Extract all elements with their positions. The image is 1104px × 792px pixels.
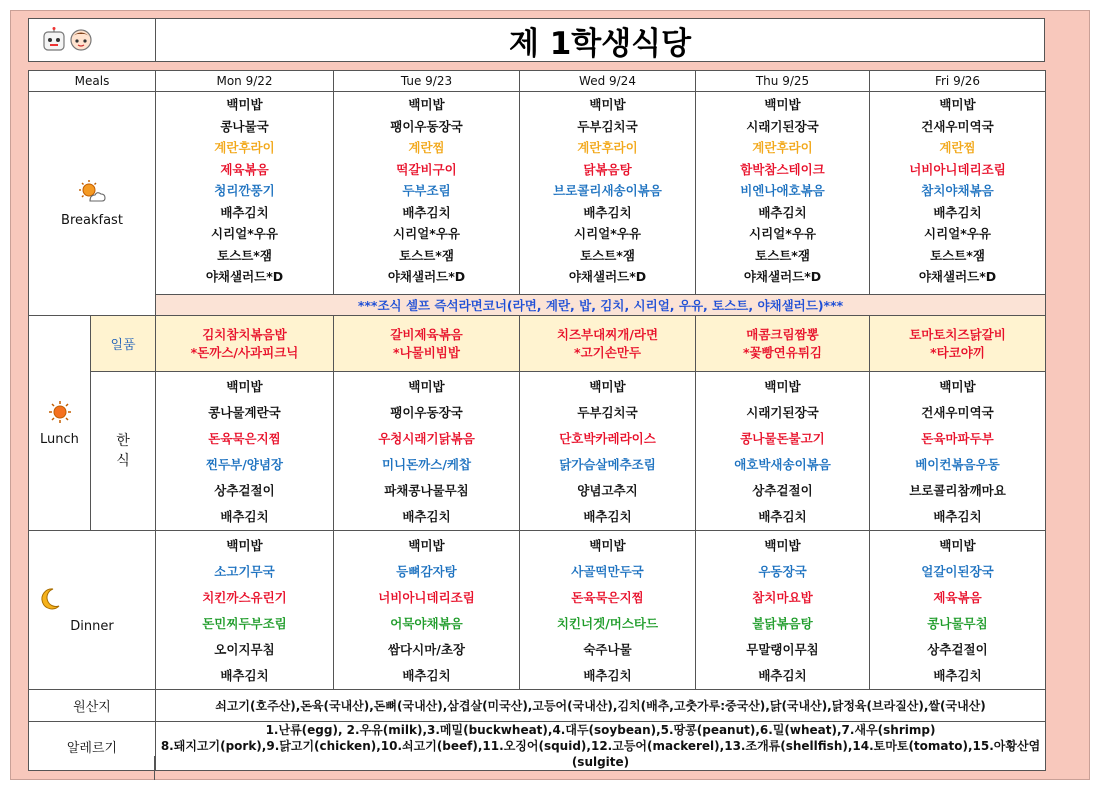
allergy-line-1: 1.난류(egg), 2.우유(milk),3.메밀(buckwheat),4.대두(soybean),5.땅콩(peanut),6.밀(wheat),7.새우(shrimp): [265, 723, 936, 737]
menu-item: 배추김치: [583, 204, 632, 220]
special-main: 치즈부대찌개/라면: [556, 326, 659, 342]
menu-item: 백미밥: [939, 379, 976, 394]
menu-item: 계란찜: [408, 140, 445, 155]
menu-item: 백미밥: [764, 97, 801, 112]
special-main: 김치참치볶음밥: [202, 326, 287, 342]
menu-item: 야채샐러드*D: [568, 269, 647, 284]
special-label: 일품: [91, 316, 156, 372]
menu-item: 배추김치: [220, 668, 269, 683]
lunch-cell: [156, 372, 334, 531]
breakfast-cell: [520, 92, 696, 295]
menu-item: 계란후라이: [577, 140, 638, 155]
crescent-moon-icon: [39, 587, 61, 611]
menu-item: 토스트*잼: [930, 247, 985, 263]
lunch-cell: [334, 372, 520, 531]
special-side: *고기손만두: [574, 344, 641, 360]
korean-meal-label: [91, 372, 156, 531]
menu-item: 너비아니데리조림: [909, 161, 1006, 177]
page-title: 제 1학생식당: [508, 25, 692, 62]
menu-item: 미니돈까스/케찹: [381, 457, 472, 472]
menu-item: 배추김치: [758, 204, 807, 220]
breakfast-cell: [870, 92, 1046, 295]
sun-icon: [48, 400, 72, 424]
dinner-cell: [334, 531, 520, 690]
menu-item: 돈육묵은지찜: [571, 590, 644, 605]
menu-item: 함박참스테이크: [740, 161, 825, 177]
menu-item: 얼갈이된장국: [921, 564, 994, 579]
menu-item: 양념고추지: [577, 483, 638, 498]
menu-item: 두부조림: [402, 183, 451, 198]
menu-item: 야채샐러드*D: [918, 269, 997, 284]
menu-item: 백미밥: [589, 379, 626, 394]
menu-item: 참치야채볶음: [921, 183, 994, 198]
menu-item: 백미밥: [589, 97, 626, 112]
menu-item: 콩나물계란국: [208, 405, 281, 420]
menu-item: 치킨까스유린기: [202, 590, 287, 605]
menu-item: 백미밥: [764, 538, 801, 553]
menu-item: 소고기무국: [214, 564, 275, 579]
menu-item: 두부김치국: [577, 405, 638, 420]
menu-item: 청리깐풍기: [214, 183, 275, 198]
menu-item: 우청시래기닭볶음: [378, 431, 475, 446]
menu-item: 콩나물돈불고기: [740, 431, 825, 446]
allergy-label: 알레르기: [29, 722, 156, 771]
menu-item: 건새우미역국: [921, 405, 994, 420]
menu-item: 계란후라이: [214, 140, 275, 155]
origin-text: 쇠고기(호주산),돈육(국내산),돈뼈(국내산),삼겹살(미국산),고등어(국내산),김치(배추,고춧가루:중국산),닭(국내산),닭정육(브라질산),쌀(국내산): [156, 690, 1046, 722]
menu-item: 치킨너겟/머스타드: [556, 616, 659, 631]
day-header: Mon 9/22: [156, 71, 334, 92]
menu-item: 시리얼*우유: [211, 226, 278, 241]
menu-item: 상추겉절이: [927, 642, 988, 657]
menu-item: 배추김치: [402, 668, 451, 683]
menu-item: 배추김치: [220, 204, 269, 220]
logo: [29, 19, 156, 61]
menu-item: 불닭볶음탕: [752, 616, 813, 631]
special-cell: [696, 316, 870, 372]
sun-cloud-icon: [78, 179, 106, 205]
footer-strip: [28, 756, 155, 780]
menu-item: 애호박새송이볶음: [734, 457, 831, 472]
menu-item: 브로콜리참깨마요: [909, 483, 1006, 498]
menu-item: 계란찜: [939, 140, 976, 155]
dinner-cell: [696, 531, 870, 690]
special-side: *나물비빔밥: [393, 344, 460, 360]
menu-item: 배추김치: [933, 204, 982, 220]
korean-label-char: 식: [116, 453, 130, 469]
menu-item: 사골떡만두국: [571, 564, 644, 579]
menu-item: 참치마요밥: [752, 590, 813, 605]
menu-item: 떡갈비구이: [396, 161, 457, 177]
menu-item: 베이컨볶음우동: [915, 457, 1000, 472]
special-main: 갈비제육볶음: [390, 326, 463, 342]
menu-item: 배추김치: [933, 509, 982, 524]
menu-item: 토스트*잼: [217, 247, 272, 263]
menu-item: 시리얼*우유: [924, 226, 991, 241]
breakfast-cell: [156, 92, 334, 295]
dinner-cell: [156, 531, 334, 690]
menu-item: 야채샐러드*D: [387, 269, 466, 284]
allergy-line-2: 8.돼지고기(pork),9.닭고기(chicken),10.쇠고기(beef),11.오징어(squid),12.고등어(mackerel),13.조개류(shellfish),14.토마토(tomato),15.아황산염(sulgite): [160, 739, 1041, 769]
day-header: Fri 9/26: [870, 71, 1046, 92]
menu-item: 토스트*잼: [399, 247, 454, 263]
special-main: 매콤크림짬뽕: [746, 326, 819, 342]
meals-header: Meals: [29, 71, 156, 92]
menu-item: 숙주나물: [583, 642, 632, 657]
menu-item: 단호박카레라이스: [559, 431, 656, 446]
lunch-cell: [870, 372, 1046, 531]
menu-item: 배추김치: [583, 668, 632, 683]
menu-item: 팽이우동장국: [390, 118, 463, 134]
menu-item: 배추김치: [583, 509, 632, 524]
menu-item: 돈육묵은지찜: [208, 431, 281, 446]
lunch-cell: [696, 372, 870, 531]
breakfast-cell: [334, 92, 520, 295]
special-cell: [870, 316, 1046, 372]
menu-item: 배추김치: [758, 668, 807, 683]
menu-item: 등뼈감자탕: [396, 564, 457, 579]
dinner-cell: [520, 531, 696, 690]
menu-item: 찐두부/양념장: [205, 457, 284, 472]
menu-item: 백미밥: [939, 538, 976, 553]
menu-item: 계란후라이: [752, 140, 813, 155]
menu-item: 상추겉절이: [214, 483, 275, 498]
day-header: Tue 9/23: [334, 71, 520, 92]
day-header: Wed 9/24: [520, 71, 696, 92]
menu-item: 백미밥: [589, 538, 626, 553]
menu-item: 배추김치: [402, 509, 451, 524]
menu-item: 배추김치: [402, 204, 451, 220]
special-cell: [334, 316, 520, 372]
menu-item: 토스트*잼: [580, 247, 635, 263]
menu-item: 백미밥: [939, 97, 976, 112]
allergy-text: [156, 722, 1046, 771]
menu-item: 브로콜리새송이볶음: [553, 183, 662, 198]
menu-item: 파채콩나물무침: [384, 483, 469, 498]
special-side: *타코야끼: [930, 344, 985, 360]
menu-item: 오이지무침: [214, 642, 275, 657]
menu-item: 제육볶음: [933, 590, 982, 605]
menu-item: 돈민찌두부조림: [202, 616, 287, 631]
menu-item: 콩나물무침: [927, 616, 988, 631]
special-side: *꽃빵연유튀김: [743, 344, 822, 360]
menu-item: 백미밥: [226, 379, 263, 394]
menu-item: 두부김치국: [577, 118, 638, 134]
header: [28, 18, 1045, 62]
menu-item: 토스트*잼: [755, 247, 810, 263]
dinner-cell: [870, 531, 1046, 690]
menu-item: 시래기된장국: [746, 118, 819, 134]
breakfast-cell: [696, 92, 870, 295]
menu-item: 시리얼*우유: [393, 226, 460, 241]
menu-item: 배추김치: [933, 668, 982, 683]
special-main: 토마토치즈닭갈비: [909, 326, 1006, 342]
menu-item: 백미밥: [408, 538, 445, 553]
menu-item: 백미밥: [226, 97, 263, 112]
menu-item: 무말랭이무침: [746, 642, 819, 657]
special-side: *돈까스/사과피크닉: [190, 344, 299, 360]
menu-item: 우동장국: [758, 564, 807, 579]
breakfast-notice: ***조식 셀프 즉석라면코너(라면, 계란, 밥, 김치, 시리얼, 우유, 토스트, 야채샐러드)***: [156, 295, 1046, 316]
menu-item: 어묵야채볶음: [390, 616, 463, 631]
menu-item: 상추겉절이: [752, 483, 813, 498]
menu-item: 콩나물국: [220, 118, 269, 134]
menu-item: 시래기된장국: [746, 405, 819, 420]
menu-item: 배추김치: [220, 509, 269, 524]
menu-item: 백미밥: [408, 379, 445, 394]
breakfast-label-text: Breakfast: [61, 213, 123, 228]
menu-item: 제육볶음: [220, 161, 269, 177]
menu-item: 배추김치: [758, 509, 807, 524]
menu-item: 백미밥: [764, 379, 801, 394]
menu-item: 시리얼*우유: [749, 226, 816, 241]
dinner-label: [29, 531, 156, 690]
lunch-label-text: Lunch: [40, 431, 79, 447]
breakfast-label: [29, 92, 156, 316]
lunch-label: [29, 316, 91, 531]
korean-label-char: 한: [116, 433, 130, 449]
menu-item: 쌈다시마/초장: [387, 642, 466, 657]
menu-item: 닭가슴살메추조림: [559, 457, 656, 472]
origin-label: 원산지: [29, 690, 156, 722]
menu-item: 백미밥: [408, 97, 445, 112]
menu-item: 비엔나애호볶음: [740, 183, 825, 198]
menu-item: 시리얼*우유: [574, 226, 641, 241]
menu-item: 야채샐러드*D: [743, 269, 822, 284]
menu-item: 닭볶음탕: [583, 161, 632, 177]
menu-item: 돈육마파두부: [921, 431, 994, 446]
menu-item: 야채샐러드*D: [205, 269, 284, 284]
lunch-cell: [520, 372, 696, 531]
menu-item: 너비아니데리조림: [378, 590, 475, 605]
dinner-label-text: Dinner: [70, 618, 114, 634]
cartoon-mascots-logo-icon: [41, 27, 97, 53]
day-header: Thu 9/25: [696, 71, 870, 92]
special-cell: [520, 316, 696, 372]
menu-item: 팽이우동장국: [390, 405, 463, 420]
menu-table: [28, 70, 1046, 771]
menu-item: 건새우미역국: [921, 118, 994, 134]
special-cell: [156, 316, 334, 372]
menu-item: 백미밥: [226, 538, 263, 553]
